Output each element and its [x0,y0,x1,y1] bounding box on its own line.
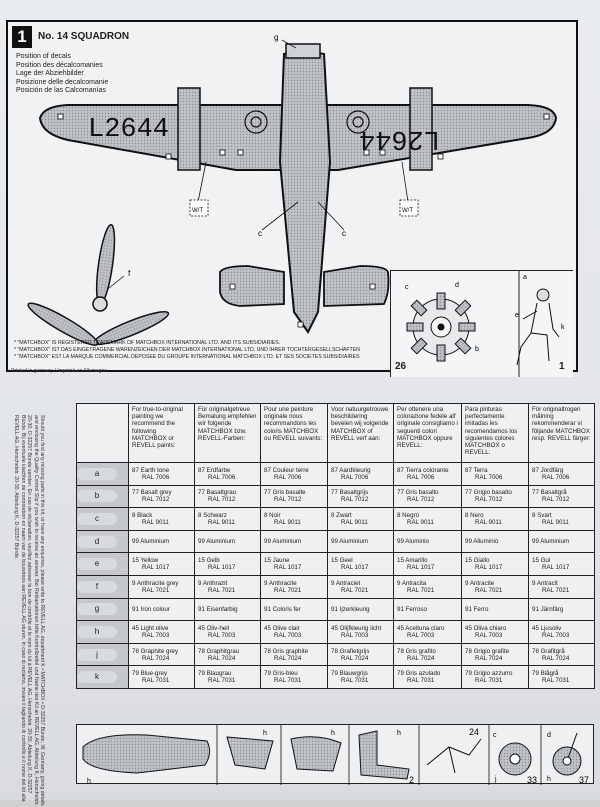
paint-ral-code: RAL 7006 [407,473,435,481]
paint-name: 79 Gris azulado [397,670,441,678]
wheel-part-a [499,743,531,775]
paint-cell [261,553,328,576]
paint-ral-code: RAL 7006 [142,473,170,481]
paint-cell [129,530,195,553]
footnote-en: * "MATCHBOX" IS REGISTERED TRADEMARK OF MATCHBOX INTERNATIONAL LTD. AND ITS SUBSIDIARIES. [14,340,281,346]
paint-ral-code: RAL 1017 [142,564,170,572]
paint-name: 15 Jaune [264,557,290,565]
paint-cell [328,530,394,553]
footnote-fr: * "MATCHBOX" EST LA MARQUE COMMERCIAL DEPOSEE DU GROUPE INTERNATIONAL MATCHBOX LTD. ET SES SOCIETES SUBSIDIAIRES [14,354,360,360]
engine-pilot-inset [390,270,573,377]
table-row [77,485,595,508]
paint-cell [195,508,261,531]
strip-number-33: 33 [527,775,538,785]
paint-cell [529,485,595,508]
paint-cell [328,508,394,531]
engine-letter-d: d [455,282,459,289]
table-header-it: Per ottenere una colorazione fedele all' originale consigliamo i seguenti colori MATCHBOX oppure REVELL: [394,404,462,463]
paint-letter-cell [77,485,129,508]
paint-ral-code: RAL 1017 [475,564,503,572]
paint-name: 77 Gris basalto [397,489,439,497]
paint-ral-code: RAL 7003 [542,631,570,639]
paint-name: 45 Aceituna claro [397,624,445,632]
paint-ral-code: RAL 7031 [341,677,369,685]
paint-cell [328,553,394,576]
paint-cell [129,666,195,689]
assembly-detail-drawings [77,725,595,785]
paint-name: 87 Tierra colorante [397,466,449,474]
tailplane-right [324,266,389,306]
paint-name: 9 Antracite [465,579,495,587]
pilot-letter-a: a [523,274,527,281]
radial-engine-drawing [407,293,475,361]
paint-name: 9 Anthracite [264,579,297,587]
table-header-de: Für originalgetreue Bemalung empfehlen wir folgende MATCHBOX bzw. REVELL-Farben: [195,404,261,463]
paint-name: 8 Negro [397,511,420,519]
paint-letter-cell [77,598,129,621]
paint-name: 87 Couleur terre [264,466,309,474]
paint-cell [129,463,195,486]
paint-letter-cell [77,463,129,486]
paint-name: 79 Grigio azzurro [465,670,513,678]
paint-name: 8 Svart [532,511,552,519]
paint-cell [195,643,261,666]
strip-number-2: 2 [409,775,415,785]
paint-letter-pill: j [77,649,117,661]
paint-ral-code: RAL 7031 [274,677,302,685]
paint-cell [129,621,195,644]
paint-name: 78 Gris grafito [397,647,436,655]
paint-cell [261,666,328,689]
paint-ral-code: RAL 7021 [407,586,435,594]
paint-cell [261,485,328,508]
paint-name: 79 Gris-bleu [264,670,298,678]
paint-cell [462,598,529,621]
paint-ral-code: RAL 7031 [542,677,570,685]
pilot-letter-k: k [561,324,565,331]
paint-ral-code: RAL 7024 [542,654,570,662]
paint-ral-code: RAL 1017 [274,564,302,572]
strip-letter-h-5: h [547,776,551,783]
paint-ral-code: RAL 7006 [208,473,236,481]
paint-name: 9 Antraciet [331,579,361,587]
paint-name: 78 Grigio grafite [465,647,510,655]
pilot-figure-drawing [517,289,559,365]
paint-cell [462,575,529,598]
paint-ral-code: RAL 7006 [274,473,302,481]
callout-letter-c-left: c [258,229,262,238]
serial-left: L2644 [88,115,170,145]
paint-cell [462,666,529,689]
position-label-en: Position of decals [16,53,71,60]
paint-name: 15 Giallo [465,557,490,565]
paint-name: 45 Ljusoliv [532,624,562,632]
paint-letter-pill: h [77,626,117,638]
paint-ral-code: RAL 7012 [341,496,369,504]
paint-name: 9 Antracita [397,579,427,587]
paint-cell [195,666,261,689]
paint-ral-code: RAL 9011 [208,518,235,526]
squadron-title: No. 14 SQUADRON [38,31,130,42]
table-row [77,575,595,598]
paint-cell [328,621,394,644]
paint-cell [394,598,462,621]
paint-name: 91 Järnfärg [532,605,564,613]
paint-ral-code: RAL 9011 [475,518,502,526]
paint-cell [328,598,394,621]
paint-letter-pill: f [77,581,117,593]
paint-name: 15 Geel [331,557,353,565]
paint-ral-code: RAL 7003 [407,631,435,639]
wheel-part-b [553,733,581,775]
paint-ral-code: RAL 9011 [542,518,569,526]
paint-cell [129,598,195,621]
paint-ral-code: RAL 1017 [208,564,236,572]
assembly-detail-strip [76,724,594,784]
table-row [77,508,595,531]
paint-name: 78 Graphite grey [132,647,179,655]
engine-pilot-drawing [391,271,573,377]
paint-cell [195,530,261,553]
paint-ral-code: RAL 7003 [274,631,302,639]
paint-name: 87 Earth tone [132,466,170,474]
paint-cell [529,575,595,598]
position-label-fr: Position des décalcomanies [16,61,103,69]
table-header-es: Para pinturas perfectamente imitadas les recomendamos los siguientes colores MATCHBOX o REVELL: [462,404,529,463]
paint-ral-code: RAL 9011 [341,518,368,526]
paint-cell [195,485,261,508]
paint-ral-code: RAL 7006 [341,473,369,481]
paint-cell [394,621,462,644]
paint-ral-code: RAL 7031 [208,677,236,685]
paint-cell [261,621,328,644]
table-row [77,598,595,621]
paint-reference-table [76,403,595,689]
paint-ral-code: RAL 7012 [142,496,170,504]
paint-cell [529,530,595,553]
paint-ral-code: RAL 7021 [475,586,503,594]
paint-name: 91 Ijzerkleurig [331,605,370,613]
paint-name: 77 Basalt grey [132,489,172,497]
paint-cell [129,553,195,576]
paint-name: 99 Aluminium [331,538,369,546]
paint-ral-code: RAL 7012 [542,496,570,504]
paint-name: 8 Schwarz [198,511,227,519]
paint-cell [129,485,195,508]
paint-name: 45 Oliv-hell [198,624,229,632]
paint-name: 99 Aluminium [132,538,170,546]
paint-name: 79 Blauwgrijs [331,670,368,678]
paint-name: 99 Aluminium [532,538,570,546]
footnote-de: * "MATCHBOX" IST DAS EINGETRAGENE WARENZEICHEN DER MATCHBOX INTERNATIONAL LTD. UND IHRER TOCHTERGESELLSCHAFTEN [14,347,360,353]
fuselage-shape [280,52,330,332]
paint-ral-code: RAL 7024 [407,654,435,662]
strip-letter-h-1: h [87,778,91,785]
paint-cell [129,643,195,666]
strip-letter-c: c [493,732,497,739]
table-header-blank [77,404,129,463]
paint-ral-code: RAL 7024 [142,654,170,662]
paint-cell [129,508,195,531]
paint-name: 45 Olijfkleurig licht [331,624,382,632]
paint-name: 77 Basaltgrau [198,489,237,497]
callout-letter-f: f [128,269,131,278]
paint-name: 79 Blaugrau [198,670,232,678]
seat-part-b [291,737,341,771]
paint-ral-code: RAL 7006 [475,473,503,481]
paint-ral-code: RAL 7024 [475,654,503,662]
paint-cell [328,666,394,689]
seat-part-a [227,737,273,769]
paint-name: 87 Aardkleurig [331,466,371,474]
paint-cell [195,598,261,621]
paint-cell [195,575,261,598]
cockpit-floor-part [83,735,210,773]
pilot-part-number: 1 [559,361,565,372]
paint-cell [529,553,595,576]
paint-cell [261,463,328,486]
paint-ral-code: RAL 7003 [142,631,170,639]
left-nacelle [178,88,200,170]
paint-name: 45 Light olive [132,624,169,632]
paint-cell [261,598,328,621]
paint-name: 77 Grigio basalto [465,489,512,497]
table-header-en: For true-to-original painting we recommend the following MATCHBOX or REVELL paints: [129,404,195,463]
paint-ral-code: RAL 7006 [542,473,570,481]
paint-name: 15 Amarillo [397,557,428,565]
paint-cell [394,530,462,553]
paint-name: 8 Black [132,511,153,519]
paint-cell [462,621,529,644]
table-header-row [77,404,595,463]
paint-cell [394,508,462,531]
step-number-badge: 1 [12,26,32,48]
table-row [77,530,595,553]
paint-name: 78 Grafitgrå [532,647,565,655]
paint-cell [462,463,529,486]
paint-cell [261,508,328,531]
paint-ral-code: RAL 7024 [274,654,302,662]
paint-cell [195,621,261,644]
paint-letter-pill: b [77,490,117,502]
paint-letter-pill: k [77,671,117,683]
paint-ral-code: RAL 7031 [407,677,435,685]
paint-ral-code: RAL 1017 [341,564,369,572]
trademark-footnotes [14,340,360,361]
paint-name: 99 Aluminio [397,538,429,546]
paint-name: 99 Aluminium [198,538,236,546]
paint-letter-pill: e [77,558,117,570]
paint-name: 91 Ferroso [397,605,427,613]
paint-ral-code: RAL 7031 [142,677,170,685]
paint-cell [195,463,261,486]
rotated-service-text: Should you find any missing parts in this kit, or have any enquiries, please write to REVELL AG, department K • MATCHBOX • D-32257 Bünde, W. Germany, giving details and enclosing the Quality Control Slip if you wish to receive an answer. Bei Reklamationen bitte Kontrollzettel und Name des Kit an REVELL AG, Abteilung K, Henschelstr. 20-30, D-32257 Bünde senden. En cas de réclamation, veuillez adresser le bon de contrôle et le nom du kit à REVELL AG, Henschelstr. 20-30, Abteilung K, D-32257 Bünde. Bij eventuele klachten de controlebon en naam van de bouwdoos aan REVELL AG sturen. In caso di reclamo, inviare il tagliando di controllo e il nome del kit alla REVELL AG, Henschelstr. 20-30, Abteilung K, D-32257 Bünde. [13,415,45,806]
paint-letter-cell [77,643,129,666]
paint-name: 15 Gelb [198,557,220,565]
paint-letter-cell [77,508,129,531]
strip-letter-d: d [547,732,551,739]
paint-name: 8 Nero [465,511,484,519]
paint-name: 77 Basaltgrå [532,489,567,497]
printed-in-label: • Printed in germany / Imprimé en Allemagne [8,368,108,374]
paint-cell [462,643,529,666]
table-header-nl: Voor natuurgetrouwe beschildering bevelen wij volgende MATCHBOX of REVELL verf aan: [328,404,394,463]
paint-name: 87 Jordfärg [532,466,564,474]
bulkhead-part [359,731,409,779]
paint-ral-code: RAL 7012 [208,496,236,504]
engine-part-number: 26 [395,361,407,372]
paint-ral-code: RAL 1017 [407,564,435,572]
paint-name: 79 Blågrå [532,670,559,678]
paint-cell [328,643,394,666]
paint-cell [394,485,462,508]
paint-letter-cell [77,621,129,644]
paint-cell [529,598,595,621]
table-header-fr: Pour une peinture originale nous recommandons les coloris MATCHBOX ou REVELL suivants: [261,404,328,463]
paint-ral-code: RAL 7021 [142,586,170,594]
paint-name: 8 Noir [264,511,281,519]
callout-letter-c-right: c [342,229,346,238]
paint-ral-code: RAL 7021 [542,586,570,594]
paint-ral-code: RAL 1017 [542,564,570,572]
paint-cell [261,575,328,598]
paint-name: 91 Eisenfarbig [198,605,238,613]
strut-part [427,739,481,773]
strip-letter-h-2: h [263,730,267,737]
table-row [77,621,595,644]
paint-name: 91 Coloris fer [264,605,301,613]
paint-name: 78 Grafietgrijs [331,647,370,655]
callout-wt-left: W/T [192,208,203,214]
paint-cell [529,643,595,666]
paint-name: 9 Anthrazit [198,579,228,587]
paint-cell [394,666,462,689]
strip-letter-h-3: h [331,730,335,737]
position-label-it: Posizione delle decalcomanie [16,78,109,86]
paint-ral-code: RAL 7003 [208,631,236,639]
paint-cell [462,485,529,508]
paint-letter-cell [77,575,129,598]
paint-letter-cell [77,666,129,689]
paint-name: 87 Erdfarbe [198,466,231,474]
paint-ral-code: RAL 7024 [208,654,236,662]
paint-ral-code: RAL 7021 [341,586,369,594]
strip-letter-h-4: h [397,730,401,737]
paint-ral-code: RAL 7003 [475,631,503,639]
paint-cell [462,553,529,576]
paint-name: 78 Graphitgrau [198,647,240,655]
strip-number-24: 24 [469,727,480,737]
callout-wt-right: W/T [402,208,413,214]
paint-cell [394,463,462,486]
paint-name: 79 Blue-grey [132,670,168,678]
paint-ral-code: RAL 7012 [274,496,302,504]
callout-letter-g: g [274,33,279,42]
paint-cell [129,575,195,598]
paint-name: 78 Gris graphite [264,647,309,655]
paint-cell [261,643,328,666]
paint-letter-pill: a [77,468,117,480]
paint-letter-pill: g [77,603,117,615]
paint-ral-code: RAL 7024 [341,654,369,662]
paint-cell [261,530,328,553]
serial-right: L2644 [358,123,440,153]
paint-name: 15 Gul [532,557,551,565]
paint-ral-code: RAL 9011 [407,518,434,526]
paint-name: 45 Olive clair [264,624,300,632]
table-row [77,463,595,486]
paint-ral-code: RAL 7003 [341,631,369,639]
paint-cell [394,553,462,576]
paint-cell [328,463,394,486]
paint-cell [529,621,595,644]
paint-ral-code: RAL 7021 [208,586,236,594]
paint-name: 99 Aluminium [264,538,302,546]
position-label-de: Lage der Abziehbilder [16,70,84,78]
engine-letter-c: c [405,284,409,291]
paint-ral-code: RAL 7012 [407,496,435,504]
paint-cell [529,666,595,689]
paint-letter-pill: c [77,513,117,525]
paint-cell [394,643,462,666]
paint-name: 91 Ferro [465,605,489,613]
table-row [77,643,595,666]
paint-ral-code: RAL 9011 [274,518,301,526]
paint-letter-cell [77,530,129,553]
paint-name: 15 Yellow [132,557,159,565]
decal-placement-panel [6,20,578,372]
pilot-letter-e: e [515,312,519,319]
paint-name: 9 Antracit [532,579,558,587]
paint-cell [529,508,595,531]
table-header-sv: För originaltrogen målning rekommenderar vi följande MATCHBOX resp. REVELL färger: [529,404,595,463]
position-label-es: Posición de las Calcomanías [16,87,106,95]
strip-letter-j: j [495,776,497,783]
paint-ral-code: RAL 7012 [475,496,503,504]
paint-ral-code: RAL 9011 [142,518,169,526]
paint-cell [328,485,394,508]
paint-cell [328,575,394,598]
propeller-drawing [25,224,171,350]
paint-ral-code: RAL 7031 [475,677,503,685]
paint-name: 45 Oliva chiaro [465,624,507,632]
paint-cell [529,463,595,486]
table-row [77,666,595,689]
paint-name: 91 Iron colour [132,605,170,613]
paint-name: 77 Gris basalte [264,489,306,497]
paint-cell [394,575,462,598]
paint-name: 99 Alluminio [465,538,499,546]
paint-name: 9 Anthracite grey [132,579,179,587]
table-row [77,553,595,576]
strip-number-37: 37 [579,775,590,785]
paint-name: 8 Zwart [331,511,352,519]
nose-cowling [286,44,320,58]
paint-ral-code: RAL 7021 [274,586,302,594]
paint-letter-cell [77,553,129,576]
paint-name: 77 Basaltgrijs [331,489,369,497]
paint-cell [195,553,261,576]
engine-letter-b: b [475,346,479,353]
paint-letter-pill: d [77,536,117,548]
paint-name: 87 Terra [465,466,488,474]
paint-cell [462,530,529,553]
paint-cell [462,508,529,531]
